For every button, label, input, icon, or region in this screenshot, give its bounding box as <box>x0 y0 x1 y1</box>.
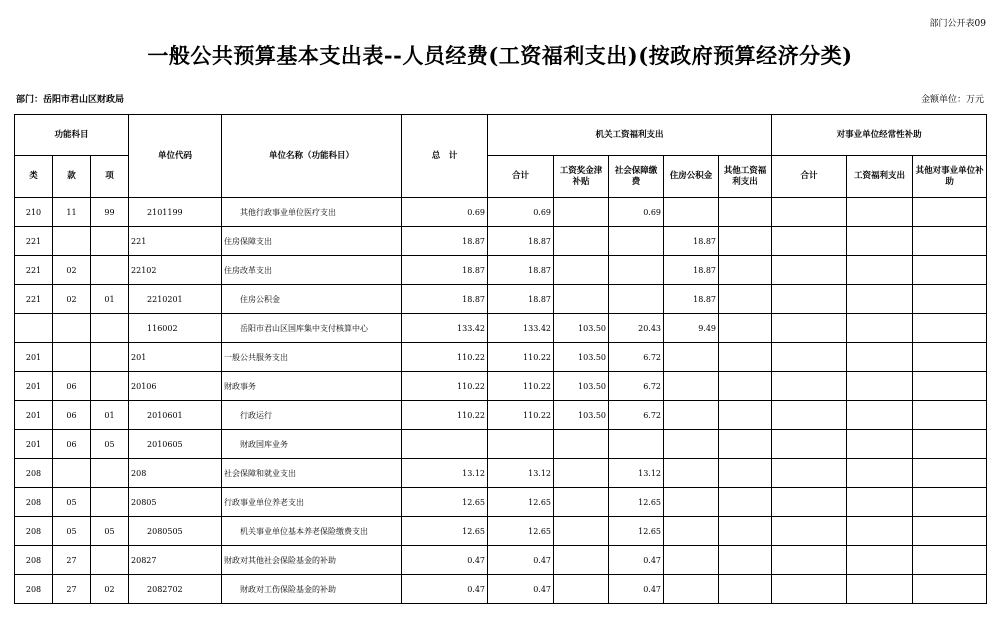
cell-org-social: 0.69 <box>609 198 664 227</box>
cell-org-housing <box>664 430 719 459</box>
cell-ins-other <box>913 430 987 459</box>
cell-ins-subtotal <box>772 227 847 256</box>
cell-ins-subtotal <box>772 430 847 459</box>
cell-name: 财政国库业务 <box>222 430 402 459</box>
cell-lei: 208 <box>15 459 53 488</box>
cell-org-salary <box>554 227 609 256</box>
cell-kuan: 06 <box>53 372 91 401</box>
cell-org-social: 0.47 <box>609 546 664 575</box>
table-row <box>15 459 987 488</box>
cell-total: 110.22 <box>402 372 488 401</box>
cell-total: 18.87 <box>402 227 488 256</box>
header-xiang: 项 <box>91 156 129 198</box>
header-kuan: 款 <box>53 156 91 198</box>
cell-total: 12.65 <box>402 517 488 546</box>
cell-ins-salary <box>847 285 913 314</box>
cell-org-other <box>719 430 772 459</box>
cell-ins-subtotal <box>772 198 847 227</box>
cell-org-social: 12.65 <box>609 517 664 546</box>
cell-ins-subtotal <box>772 372 847 401</box>
cell-kuan <box>53 459 91 488</box>
cell-xiang <box>91 372 129 401</box>
cell-lei: 221 <box>15 256 53 285</box>
cell-org-housing: 18.87 <box>664 285 719 314</box>
cell-org-salary: 103.50 <box>554 372 609 401</box>
cell-org-housing <box>664 343 719 372</box>
cell-org-social <box>609 285 664 314</box>
cell-org-social <box>609 227 664 256</box>
header-func-subject: 功能科目 <box>15 115 129 156</box>
cell-org-housing <box>664 401 719 430</box>
cell-code: 2010601 <box>129 401 222 430</box>
cell-org-housing <box>664 372 719 401</box>
cell-ins-subtotal <box>772 256 847 285</box>
cell-org-other <box>719 256 772 285</box>
cell-org-salary <box>554 256 609 285</box>
cell-ins-other <box>913 575 987 604</box>
cell-ins-salary <box>847 546 913 575</box>
cell-xiang: 05 <box>91 430 129 459</box>
cell-ins-salary <box>847 430 913 459</box>
cell-total: 0.69 <box>402 198 488 227</box>
table-row <box>15 343 987 372</box>
cell-total: 0.47 <box>402 546 488 575</box>
table-row <box>15 227 987 256</box>
cell-org-other <box>719 459 772 488</box>
cell-ins-other <box>913 198 987 227</box>
cell-ins-other <box>913 285 987 314</box>
cell-org-other <box>719 401 772 430</box>
cell-org-subtotal: 0.47 <box>488 575 554 604</box>
budget-table <box>14 114 987 604</box>
cell-kuan: 02 <box>53 285 91 314</box>
cell-org-social: 6.72 <box>609 343 664 372</box>
cell-xiang: 99 <box>91 198 129 227</box>
cell-org-subtotal: 110.22 <box>488 372 554 401</box>
header-unit-name: 单位名称（功能科目） <box>222 115 402 198</box>
cell-name: 岳阳市君山区国库集中支付核算中心 <box>222 314 402 343</box>
cell-name: 社会保障和就业支出 <box>222 459 402 488</box>
header-org-housing: 住房公积金 <box>664 156 719 198</box>
cell-ins-salary <box>847 372 913 401</box>
cell-xiang <box>91 343 129 372</box>
cell-ins-salary <box>847 198 913 227</box>
cell-org-salary <box>554 285 609 314</box>
header-lei: 类 <box>15 156 53 198</box>
cell-ins-other <box>913 314 987 343</box>
cell-ins-salary <box>847 314 913 343</box>
cell-ins-other <box>913 256 987 285</box>
cell-org-subtotal <box>488 430 554 459</box>
cell-org-subtotal: 18.87 <box>488 285 554 314</box>
cell-lei: 208 <box>15 517 53 546</box>
cell-xiang: 01 <box>91 401 129 430</box>
cell-xiang <box>91 546 129 575</box>
cell-org-salary <box>554 575 609 604</box>
cell-name: 其他行政事业单位医疗支出 <box>222 198 402 227</box>
cell-kuan <box>53 343 91 372</box>
cell-ins-subtotal <box>772 517 847 546</box>
table-row <box>15 372 987 401</box>
cell-kuan <box>53 227 91 256</box>
cell-kuan: 27 <box>53 575 91 604</box>
cell-total: 18.87 <box>402 256 488 285</box>
header-org-salary: 工资奖金津补贴 <box>554 156 609 198</box>
table-row <box>15 198 987 227</box>
cell-code: 22102 <box>129 256 222 285</box>
header-unit-code: 单位代码 <box>129 115 222 198</box>
cell-ins-subtotal <box>772 575 847 604</box>
cell-org-salary <box>554 517 609 546</box>
table-row <box>15 517 987 546</box>
cell-org-subtotal: 18.87 <box>488 256 554 285</box>
cell-ins-other <box>913 227 987 256</box>
cell-org-social: 12.65 <box>609 488 664 517</box>
cell-ins-salary <box>847 488 913 517</box>
cell-org-social: 6.72 <box>609 372 664 401</box>
cell-org-other <box>719 285 772 314</box>
cell-ins-subtotal <box>772 285 847 314</box>
cell-code: 201 <box>129 343 222 372</box>
cell-org-housing: 18.87 <box>664 227 719 256</box>
header-org-other: 其他工资福利支出 <box>719 156 772 198</box>
amount-unit-label: 金额单位：万元 <box>920 95 984 105</box>
cell-ins-other <box>913 372 987 401</box>
cell-lei: 221 <box>15 227 53 256</box>
header-ins-group: 对事业单位经常性补助 <box>772 115 987 156</box>
header-total: 总 计 <box>402 115 488 198</box>
cell-org-subtotal: 110.22 <box>488 401 554 430</box>
cell-org-social: 13.12 <box>609 459 664 488</box>
cell-code: 2080505 <box>129 517 222 546</box>
header-ins-salary: 工资福利支出 <box>847 156 913 198</box>
cell-name: 住房改革支出 <box>222 256 402 285</box>
cell-total: 0.47 <box>402 575 488 604</box>
cell-total: 110.22 <box>402 343 488 372</box>
cell-xiang: 02 <box>91 575 129 604</box>
cell-kuan: 11 <box>53 198 91 227</box>
cell-name: 机关事业单位基本养老保险缴费支出 <box>222 517 402 546</box>
table-row <box>15 430 987 459</box>
cell-ins-salary <box>847 227 913 256</box>
cell-org-housing <box>664 459 719 488</box>
table-row <box>15 488 987 517</box>
cell-lei: 201 <box>15 343 53 372</box>
page-title: 一般公共预算基本支出表--人员经费(工资福利支出)(按政府预算经济分类) <box>147 43 853 68</box>
cell-lei: 208 <box>15 575 53 604</box>
cell-org-social: 0.47 <box>609 575 664 604</box>
cell-org-other <box>719 488 772 517</box>
cell-org-subtotal: 13.12 <box>488 459 554 488</box>
cell-ins-salary <box>847 459 913 488</box>
table-row <box>15 314 987 343</box>
cell-org-subtotal: 0.47 <box>488 546 554 575</box>
cell-xiang <box>91 459 129 488</box>
cell-kuan: 05 <box>53 488 91 517</box>
cell-total: 110.22 <box>402 401 488 430</box>
cell-ins-other <box>913 343 987 372</box>
cell-org-housing: 18.87 <box>664 256 719 285</box>
cell-org-subtotal: 12.65 <box>488 517 554 546</box>
cell-name: 财政事务 <box>222 372 402 401</box>
cell-kuan: 06 <box>53 430 91 459</box>
cell-org-housing <box>664 517 719 546</box>
cell-ins-other <box>913 459 987 488</box>
cell-lei: 221 <box>15 285 53 314</box>
cell-code: 20805 <box>129 488 222 517</box>
cell-org-social: 20.43 <box>609 314 664 343</box>
cell-lei: 201 <box>15 430 53 459</box>
cell-ins-other <box>913 546 987 575</box>
cell-lei: 201 <box>15 372 53 401</box>
table-row <box>15 575 987 604</box>
cell-org-salary <box>554 430 609 459</box>
cell-org-other <box>719 546 772 575</box>
cell-xiang <box>91 227 129 256</box>
cell-ins-subtotal <box>772 343 847 372</box>
cell-xiang <box>91 488 129 517</box>
header-ins-other: 其他对事业单位补助 <box>913 156 987 198</box>
cell-total: 18.87 <box>402 285 488 314</box>
cell-kuan: 05 <box>53 517 91 546</box>
cell-org-subtotal: 110.22 <box>488 343 554 372</box>
cell-org-social <box>609 430 664 459</box>
cell-lei: 208 <box>15 488 53 517</box>
cell-lei: 201 <box>15 401 53 430</box>
cell-kuan <box>53 314 91 343</box>
table-row <box>15 285 987 314</box>
cell-org-other <box>719 314 772 343</box>
cell-org-housing <box>664 575 719 604</box>
cell-org-housing: 9.49 <box>664 314 719 343</box>
cell-ins-other <box>913 401 987 430</box>
cell-org-salary <box>554 198 609 227</box>
cell-lei <box>15 314 53 343</box>
cell-org-other <box>719 517 772 546</box>
cell-code: 2082702 <box>129 575 222 604</box>
cell-code: 2210201 <box>129 285 222 314</box>
cell-xiang: 05 <box>91 517 129 546</box>
header-ins-subtotal: 合计 <box>772 156 847 198</box>
cell-name: 行政事业单位养老支出 <box>222 488 402 517</box>
cell-org-salary: 103.50 <box>554 401 609 430</box>
cell-ins-salary <box>847 343 913 372</box>
cell-lei: 208 <box>15 546 53 575</box>
cell-total <box>402 430 488 459</box>
cell-ins-other <box>913 517 987 546</box>
cell-code: 116002 <box>129 314 222 343</box>
cell-org-social <box>609 256 664 285</box>
cell-code: 208 <box>129 459 222 488</box>
cell-ins-other <box>913 488 987 517</box>
cell-org-salary <box>554 488 609 517</box>
table-row <box>15 256 987 285</box>
cell-org-other <box>719 372 772 401</box>
cell-ins-salary <box>847 517 913 546</box>
department-label: 部门：岳阳市君山区财政局 <box>16 95 125 105</box>
header-org-subtotal: 合计 <box>488 156 554 198</box>
cell-name: 财政对工伤保险基金的补助 <box>222 575 402 604</box>
cell-total: 133.42 <box>402 314 488 343</box>
header-org-social: 社会保障缴费 <box>609 156 664 198</box>
cell-code: 2010605 <box>129 430 222 459</box>
cell-name: 一般公共服务支出 <box>222 343 402 372</box>
cell-kuan: 06 <box>53 401 91 430</box>
cell-ins-subtotal <box>772 488 847 517</box>
cell-xiang: 01 <box>91 285 129 314</box>
cell-kuan: 27 <box>53 546 91 575</box>
cell-org-salary <box>554 459 609 488</box>
cell-name: 行政运行 <box>222 401 402 430</box>
cell-code: 2101199 <box>129 198 222 227</box>
cell-code: 20106 <box>129 372 222 401</box>
cell-ins-subtotal <box>772 546 847 575</box>
cell-total: 12.65 <box>402 488 488 517</box>
table-row <box>15 401 987 430</box>
cell-org-other <box>719 198 772 227</box>
cell-xiang <box>91 256 129 285</box>
cell-name: 住房保障支出 <box>222 227 402 256</box>
cell-org-housing <box>664 198 719 227</box>
header-org-group: 机关工资福利支出 <box>488 115 772 156</box>
table-row <box>15 546 987 575</box>
cell-org-salary: 103.50 <box>554 314 609 343</box>
cell-org-other <box>719 227 772 256</box>
cell-ins-salary <box>847 256 913 285</box>
cell-lei: 210 <box>15 198 53 227</box>
form-number: 部门公开表09 <box>929 19 986 29</box>
cell-org-housing <box>664 488 719 517</box>
cell-total: 13.12 <box>402 459 488 488</box>
cell-org-other <box>719 575 772 604</box>
cell-org-housing <box>664 546 719 575</box>
cell-ins-subtotal <box>772 314 847 343</box>
cell-name: 住房公积金 <box>222 285 402 314</box>
cell-code: 20827 <box>129 546 222 575</box>
cell-code: 221 <box>129 227 222 256</box>
cell-ins-subtotal <box>772 459 847 488</box>
cell-name: 财政对其他社会保险基金的补助 <box>222 546 402 575</box>
cell-org-other <box>719 343 772 372</box>
cell-ins-salary <box>847 401 913 430</box>
cell-org-salary: 103.50 <box>554 343 609 372</box>
cell-ins-salary <box>847 575 913 604</box>
cell-xiang <box>91 314 129 343</box>
cell-org-social: 6.72 <box>609 401 664 430</box>
cell-org-subtotal: 133.42 <box>488 314 554 343</box>
cell-org-subtotal: 12.65 <box>488 488 554 517</box>
cell-kuan: 02 <box>53 256 91 285</box>
cell-org-salary <box>554 546 609 575</box>
cell-org-subtotal: 18.87 <box>488 227 554 256</box>
cell-org-subtotal: 0.69 <box>488 198 554 227</box>
cell-ins-subtotal <box>772 401 847 430</box>
